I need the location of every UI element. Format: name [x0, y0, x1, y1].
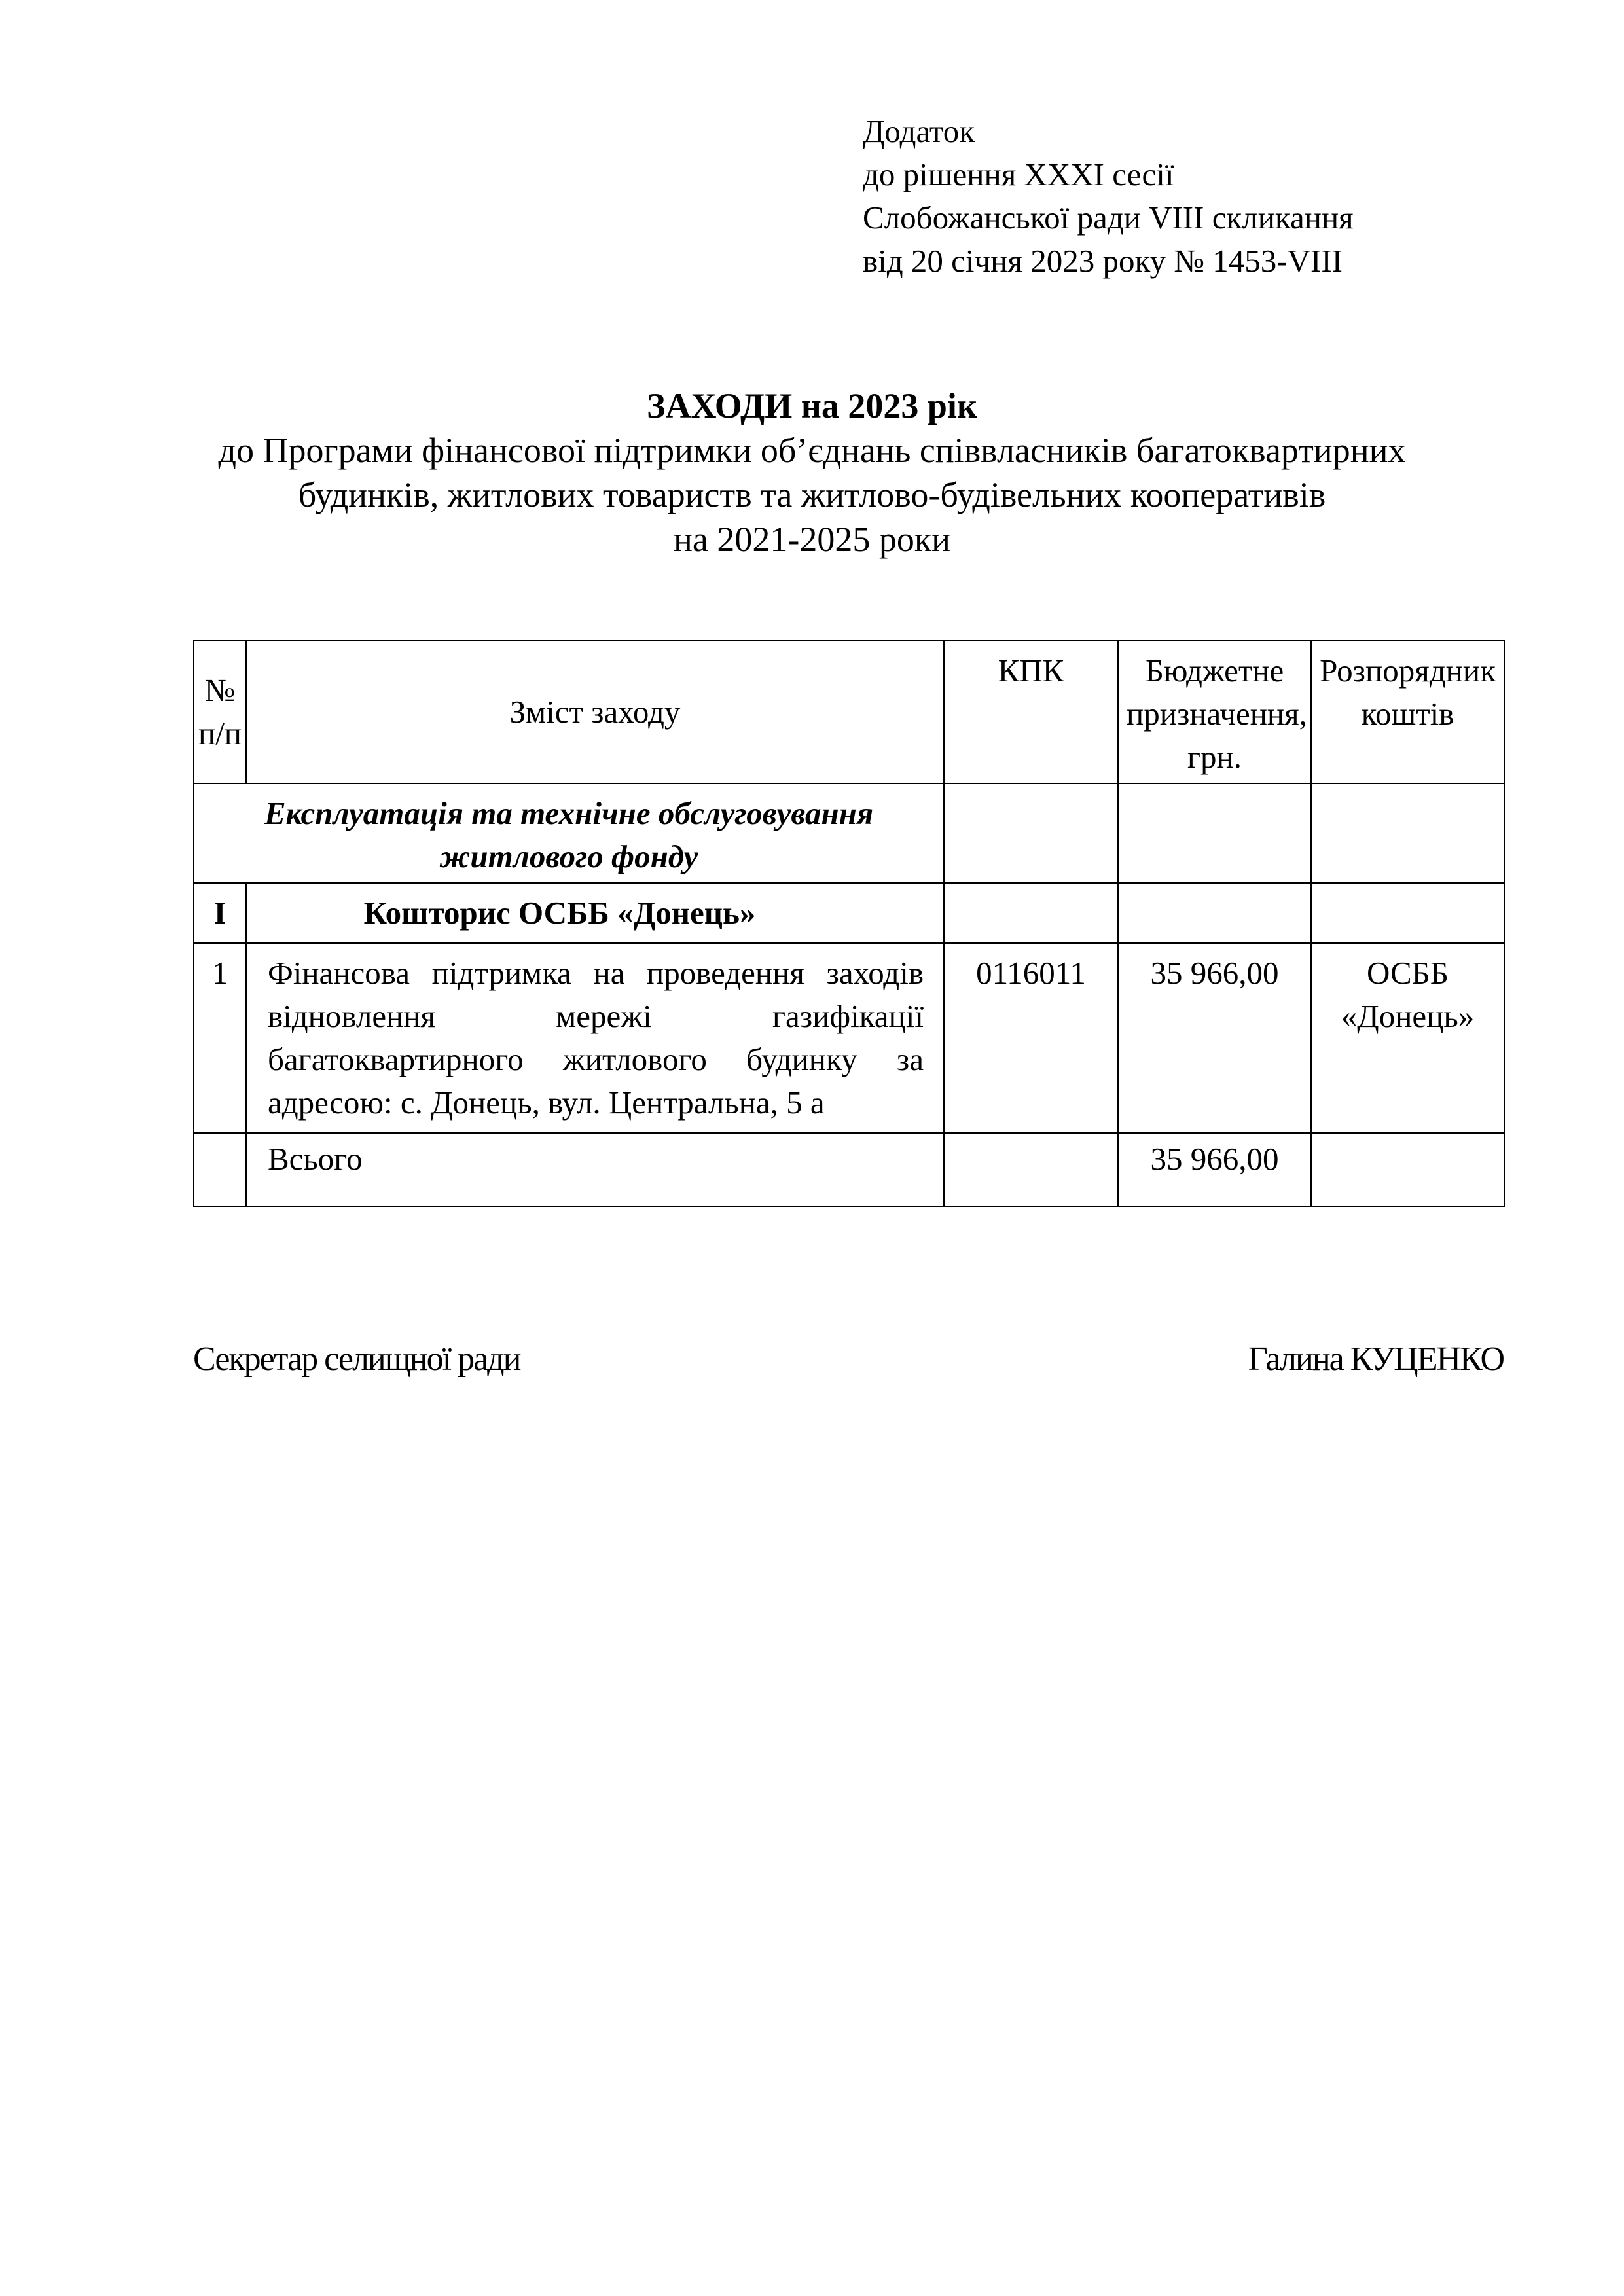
heading-line-2: будинків, житлових товариств та житлово-будівельних кооперативів: [298, 475, 1326, 514]
annex-line-2: до рішення XXXI сесії: [863, 156, 1174, 192]
section-row: [194, 783, 1504, 883]
heading-line-1: до Програми фінансової підтримки об’єднань співвласників багатоквартирних: [218, 431, 1406, 470]
row-budget: 35 966,00: [1118, 943, 1311, 1133]
document-title: ЗАХОДИ на 2023 рік: [647, 386, 977, 425]
total-label: Всього: [246, 1133, 944, 1206]
header-budget: Бюджетне призначення, грн.: [1118, 641, 1311, 783]
row-kpk: 0116011: [944, 943, 1118, 1133]
signature-position: Секретар селищної ради: [193, 1340, 520, 1378]
estimate-row: [194, 883, 1504, 943]
table-row: [194, 943, 1504, 1133]
total-kpk-cell: [944, 1133, 1118, 1206]
signature-name: Галина КУЦЕНКО: [1248, 1340, 1504, 1378]
estimate-kpk-cell: [944, 883, 1118, 943]
header-manager: Розпорядник коштів: [1311, 641, 1504, 783]
section-kpk-cell: [944, 783, 1118, 883]
header-number: № п/п: [194, 641, 246, 783]
total-number-cell: [194, 1133, 246, 1206]
section-manager-cell: [1311, 783, 1504, 883]
annex-line-1: Додаток: [863, 113, 975, 149]
header-kpk: КПК: [944, 641, 1118, 783]
row-number: 1: [194, 943, 246, 1133]
heading-line-3: на 2021-2025 роки: [674, 520, 950, 559]
annex-line-4: від 20 січня 2023 року № 1453-VIII: [863, 243, 1343, 279]
estimate-manager-cell: [1311, 883, 1504, 943]
annex-block: [863, 110, 1354, 283]
section-budget-cell: [1118, 783, 1311, 883]
row-content: Фінансова підтримка на проведення заходів відновлення мережі газифікації багатоквартирного житлового будинку за адресою: с. Донець, вул. Центральна, 5 а: [246, 943, 944, 1133]
section-title: Експлуатація та технічне обслуговування житлового фонду: [194, 783, 944, 883]
total-budget: 35 966,00: [1118, 1133, 1311, 1206]
header-content: Зміст заходу: [246, 641, 944, 783]
total-manager-cell: [1311, 1133, 1504, 1206]
row-manager: ОСББ «Донець»: [1311, 943, 1504, 1133]
measures-table: [193, 640, 1505, 1207]
total-row: [194, 1133, 1504, 1206]
estimate-number: І: [194, 883, 246, 943]
annex-line-3: Слобожанської ради VIII скликання: [863, 200, 1354, 236]
estimate-name: Кошторис ОСББ «Донець»: [246, 883, 944, 943]
document-heading: [0, 384, 1624, 562]
estimate-budget-cell: [1118, 883, 1311, 943]
table-header-row: [194, 641, 1504, 783]
